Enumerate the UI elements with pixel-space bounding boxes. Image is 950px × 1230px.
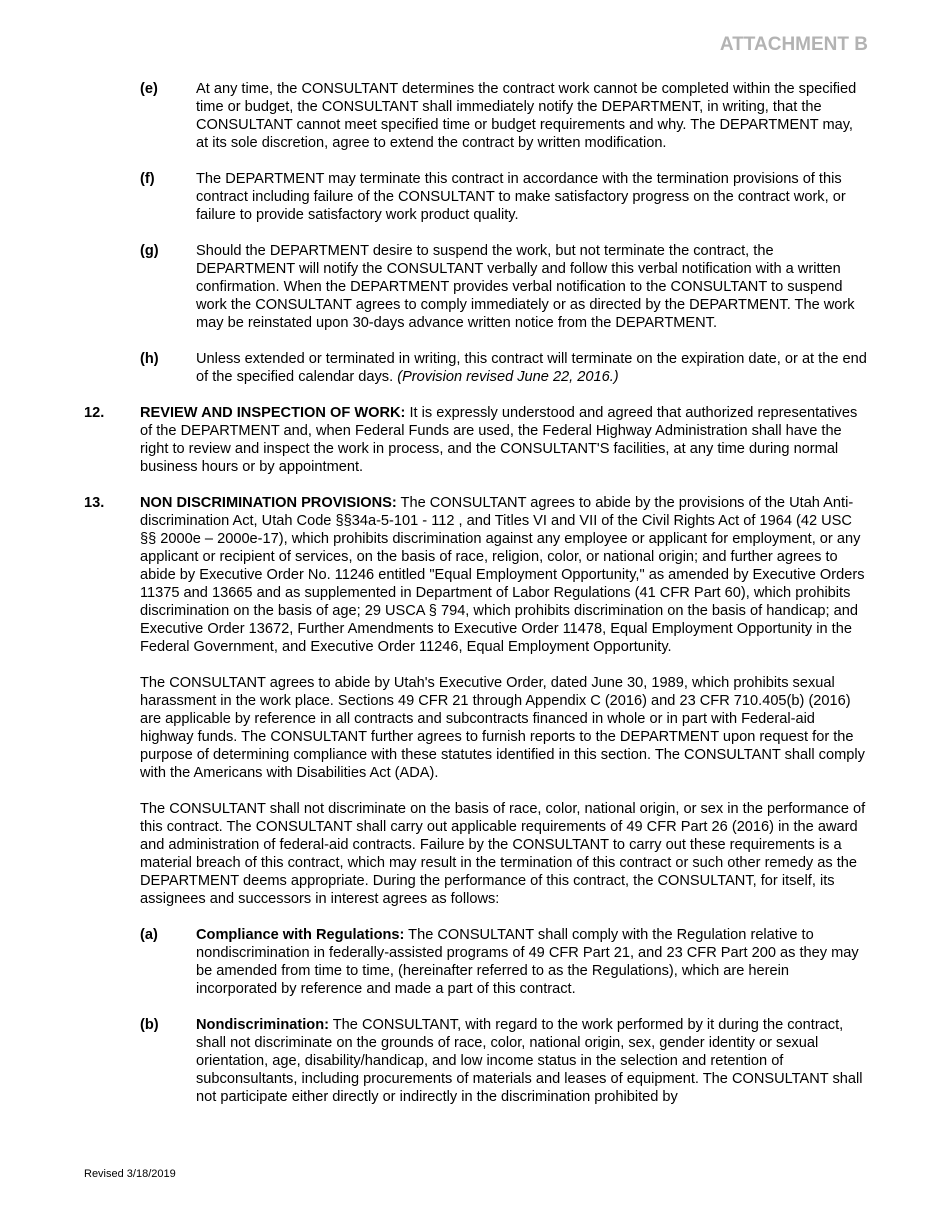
section-body: The CONSULTANT agrees to abide by the provisions of the Utah Anti-discrimination Act, Utah Code §§34a-5-101 - 112 , and Titles VI and VII of the Civil Rights Act of 1964 (42 USC §§ 2000e – 2000e-17), which prohibits discrimination against any employee or applicant for employment, or any applicant or recipient of services, on the basis of race, religion, color, or national origin; and further agrees to abide by Executive Order No. 11246 entitled "Equal Employment Opportunity," as amended by Executive Orders 11375 and 13665 and as supplemented in Department of Labor Regulations (41 CFR Part 60), which prohibits discrimination on the basis of age; 29 USCA § 794, which prohibits discrimination on the basis of handicap; and Executive Order 13672, Further Amendments to Executive Order 11478, Equal Employment Opportunity in the Federal Government, and Executive Order 11246, Equal Employment Opportunity. bbox=[140, 495, 865, 655]
section-body: It is expressly understood and agreed that authorized representatives of the DEPARTMENT and, when Federal Funds are used, the Federal Highway Administration shall have the right to review and inspect the work in process, and the CONSULTANT'S facilities, at any time during normal business hours or by appointment. bbox=[140, 405, 858, 475]
item-body: The CONSULTANT shall comply with the Regulation relative to nondiscrimination in federally-assisted programs of 49 CFR Part 21, and 23 CFR Part 200 as they may be amended from time to time, (hereinafter referred to as the Regulations), which are herein incorporated by reference and made a part of this contract. bbox=[196, 927, 859, 997]
item-marker: (a) bbox=[140, 927, 158, 943]
section-text bbox=[140, 494, 868, 656]
attachment-label: ATTACHMENT B bbox=[719, 34, 868, 55]
section-text bbox=[140, 404, 868, 476]
item-body: The CONSULTANT, with regard to the work performed by it during the contract, shall not discriminate on the grounds of race, color, national origin, sex, gender identity or sexual orientation, age, disability/handicap, and low income status in the selection and retention of subconsultants, including procurements of materials and leases of equipment. The CONSULTANT shall not participate either directly or indirectly in the discrimination prohibited by bbox=[196, 1017, 863, 1105]
item-text: Should the DEPARTMENT desire to suspend the work, but not terminate the contract, the DEPARTMENT will notify the CONSULTANT verbally and follow this verbal notification with a written confirmation. When the DEPARTMENT provides verbal notification to the CONSULTANT to suspend work the CONSULTANT agrees to comply immediately or as directed by the DEPARTMENT. The work may be reinstated upon 30-days advance written notice from the DEPARTMENT. bbox=[196, 243, 855, 331]
provision-item-g bbox=[84, 242, 868, 332]
document-body bbox=[84, 80, 868, 1124]
revision-footer: Revised 3/18/2019 bbox=[84, 1168, 176, 1180]
provision-item-e bbox=[84, 80, 868, 152]
provision-item-f bbox=[84, 170, 868, 224]
item-marker: (e) bbox=[140, 81, 158, 97]
item-text bbox=[196, 926, 868, 998]
item-marker: (h) bbox=[140, 351, 159, 367]
section-number: 12. bbox=[84, 405, 105, 421]
item-text: At any time, the CONSULTANT determines the contract work cannot be completed within the specified time or budget, the CONSULTANT shall immediately notify the DEPARTMENT, in writing, that the CONSULTANT cannot meet specified time or budget requirements and why. The DEPARTMENT may, at its sole discretion, agree to extend the contract by written modification. bbox=[196, 81, 857, 151]
item-body: Unless extended or terminated in writing, this contract will terminate on the expiration date, or at the end of the specified calendar days. bbox=[196, 351, 867, 385]
provision-item-b bbox=[84, 1016, 868, 1106]
section-paragraph-2: The CONSULTANT agrees to abide by Utah's Executive Order, dated June 30, 1989, which prohibits sexual harassment in the work place. Sections 49 CFR 21 through Appendix C (2016) and 23 CFR 710.405(b) (2016) are applicable by reference in all contracts and subcontracts financed in whole or in part with Federal-aid highway funds. The CONSULTANT further agrees to furnish reports to the DEPARTMENT upon request for the purpose of determining compliance with these statutes identified in this section. The CONSULTANT shall comply with the Americans with Disabilities Act (ADA). bbox=[140, 675, 865, 781]
item-text bbox=[196, 1016, 868, 1106]
item-marker: (f) bbox=[140, 171, 155, 187]
section-number: 13. bbox=[84, 495, 105, 511]
section-heading: REVIEW AND INSPECTION OF WORK: bbox=[140, 405, 406, 421]
revision-note: (Provision revised June 22, 2016.) bbox=[397, 369, 619, 385]
section-paragraph-3: The CONSULTANT shall not discriminate on the basis of race, color, national origin, or sex in the performance of this contract. The CONSULTANT shall carry out applicable requirements of 49 CFR Part 26 (2016) in the award and administration of federal-aid contracts. Failure by the CONSULTANT to carry out these requirements is a material breach of this contract, which may result in the termination of this contract or such other remedy as the DEPARTMENT deems appropriate. During the performance of this contract, the CONSULTANT, for itself, its assignees and successors in interest agrees as follows: bbox=[140, 801, 866, 907]
item-marker: (g) bbox=[140, 243, 159, 259]
section-13-non-discrimination bbox=[84, 494, 868, 908]
section-12-review-inspection bbox=[84, 404, 868, 476]
provision-item-h bbox=[84, 350, 868, 386]
section-heading: NON DISCRIMINATION PROVISIONS: bbox=[140, 495, 397, 511]
provision-item-a bbox=[84, 926, 868, 998]
item-text bbox=[196, 350, 868, 386]
item-heading: Nondiscrimination: bbox=[196, 1017, 329, 1033]
item-heading: Compliance with Regulations: bbox=[196, 927, 405, 943]
item-marker: (b) bbox=[140, 1017, 159, 1033]
item-text: The DEPARTMENT may terminate this contract in accordance with the termination provisions of this contract including failure of the CONSULTANT to make satisfactory progress on the contract work, or failure to provide satisfactory work product quality. bbox=[196, 171, 846, 223]
